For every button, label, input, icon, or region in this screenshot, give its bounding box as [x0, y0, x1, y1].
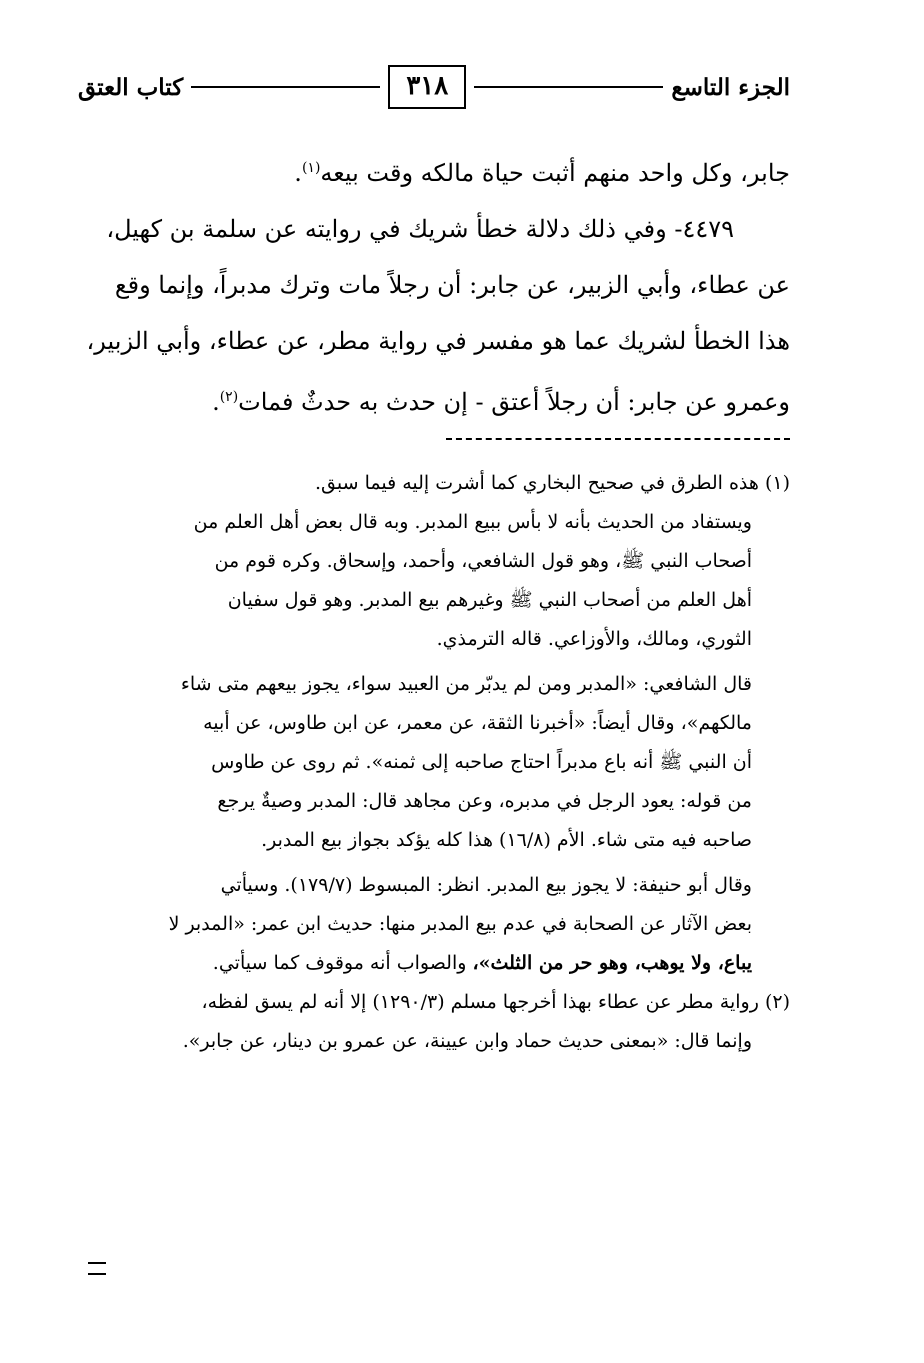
main-line: ٤٤٧٩- وفي ذلك دلالة خطأ شريك في روايته عن سلمة بن كهيل،: [106, 215, 734, 243]
footnote-line: يباع، ولا يوهب، وهو حر من الثلث»، والصواب أنه موقوف كما سيأتي.: [212, 952, 752, 974]
footnote-line: بعض الآثار عن الصحابة في عدم بيع المدبر منها: حديث ابن عمر: «المدبر لا: [168, 913, 752, 935]
volume-title: الجزء التاسع: [671, 73, 790, 101]
footnote-marker: (١): [764, 472, 790, 494]
footnote-line: أصحاب النبي ﷺ، وهو قول الشافعي، وأحمد، وإسحاق. وكره قوم من: [214, 550, 752, 572]
main-line: عن عطاء، وأبي الزبير، عن جابر: أن رجلاً مات وترك مدبراً، وإنما وقع: [114, 271, 790, 299]
main-line: هذا الخطأ لشريك عما هو مفسر في رواية مطر، عن عطاء، وأبي الزبير،: [86, 327, 790, 355]
footnote-line: ويستفاد من الحديث بأنه لا بأس ببيع المدبر. وبه قال بعض أهل العلم من: [193, 511, 752, 533]
footnote-line: وقال أبو حنيفة: لا يجوز بيع المدبر. انظر: المبسوط (١٧٩/٧). وسيأتي: [220, 874, 752, 896]
header-rule-right: [474, 86, 663, 88]
footnotes: [78, 464, 790, 1061]
footnote-line: أن النبي ﷺ أنه باع مدبراً احتاج صاحبه إلى ثمنه». ثم روى عن طاوس: [211, 751, 752, 773]
continuation-mark: [88, 1262, 106, 1275]
footnote-line: وإنما قال: «بمعنى حديث حماد وابن عيينة، عن عمرو بن دينار، عن جابر».: [182, 1030, 752, 1052]
footnote-line: مالكهم»، وقال أيضاً: «أخبرنا الثقة، عن معمر، عن ابن طاوس، عن أبيه: [203, 712, 752, 734]
footnote-2-first-line: (٢) رواية مطر عن عطاء بهذا أخرجها مسلم (١٢٩٠/٣) إلا أنه لم يسق لفظه،: [201, 991, 790, 1013]
hadith-quote: يباع، ولا يوهب، وهو حر من الثلث»،: [472, 952, 752, 974]
page-number: ٣١٨: [388, 65, 466, 109]
main-line: جابر، وكل واحد منهم أثبت حياة مالكه وقت بيعه$^{(١)}$.: [294, 159, 790, 187]
footnote-ref: (٢): [219, 389, 239, 405]
footnote-1-first-line: (١) هذه الطرق في صحيح البخاري كما أشرت إليه فيما سبق.: [314, 472, 790, 494]
footnote-line: قال الشافعي: «المدبر ومن لم يدبّر من العبيد سواء، يجوز بيعهم متى شاء: [180, 673, 752, 695]
footnote-line: أهل العلم من أصحاب النبي ﷺ وغيرهم بيع المدبر. وهو قول سفيان: [227, 589, 752, 611]
footnote-line: صاحبه فيه متى شاء. الأم (١٦/٨) هذا كله يؤكد بجواز بيع المدبر.: [261, 829, 752, 851]
footnote-line: من قوله: يعود الرجل في مدبره، وعن مجاهد قال: المدبر وصيةٌ يرجع: [217, 790, 752, 812]
main-text: [78, 140, 790, 430]
footnote-marker: (٢): [764, 991, 790, 1013]
footnote-separator: [446, 438, 790, 440]
running-header: [78, 62, 790, 112]
footnote-line: الثوري، ومالك، والأوزاعي. قاله الترمذي.: [436, 628, 752, 650]
header-rule-left: [191, 86, 380, 88]
main-line: وعمرو عن جابر: أن رجلاً أعتق - إن حدث به حدثٌ فمات$^{(٢)}$.: [212, 388, 790, 416]
footnote-ref: (١): [301, 160, 321, 176]
book-title: كتاب العتق: [78, 73, 184, 101]
